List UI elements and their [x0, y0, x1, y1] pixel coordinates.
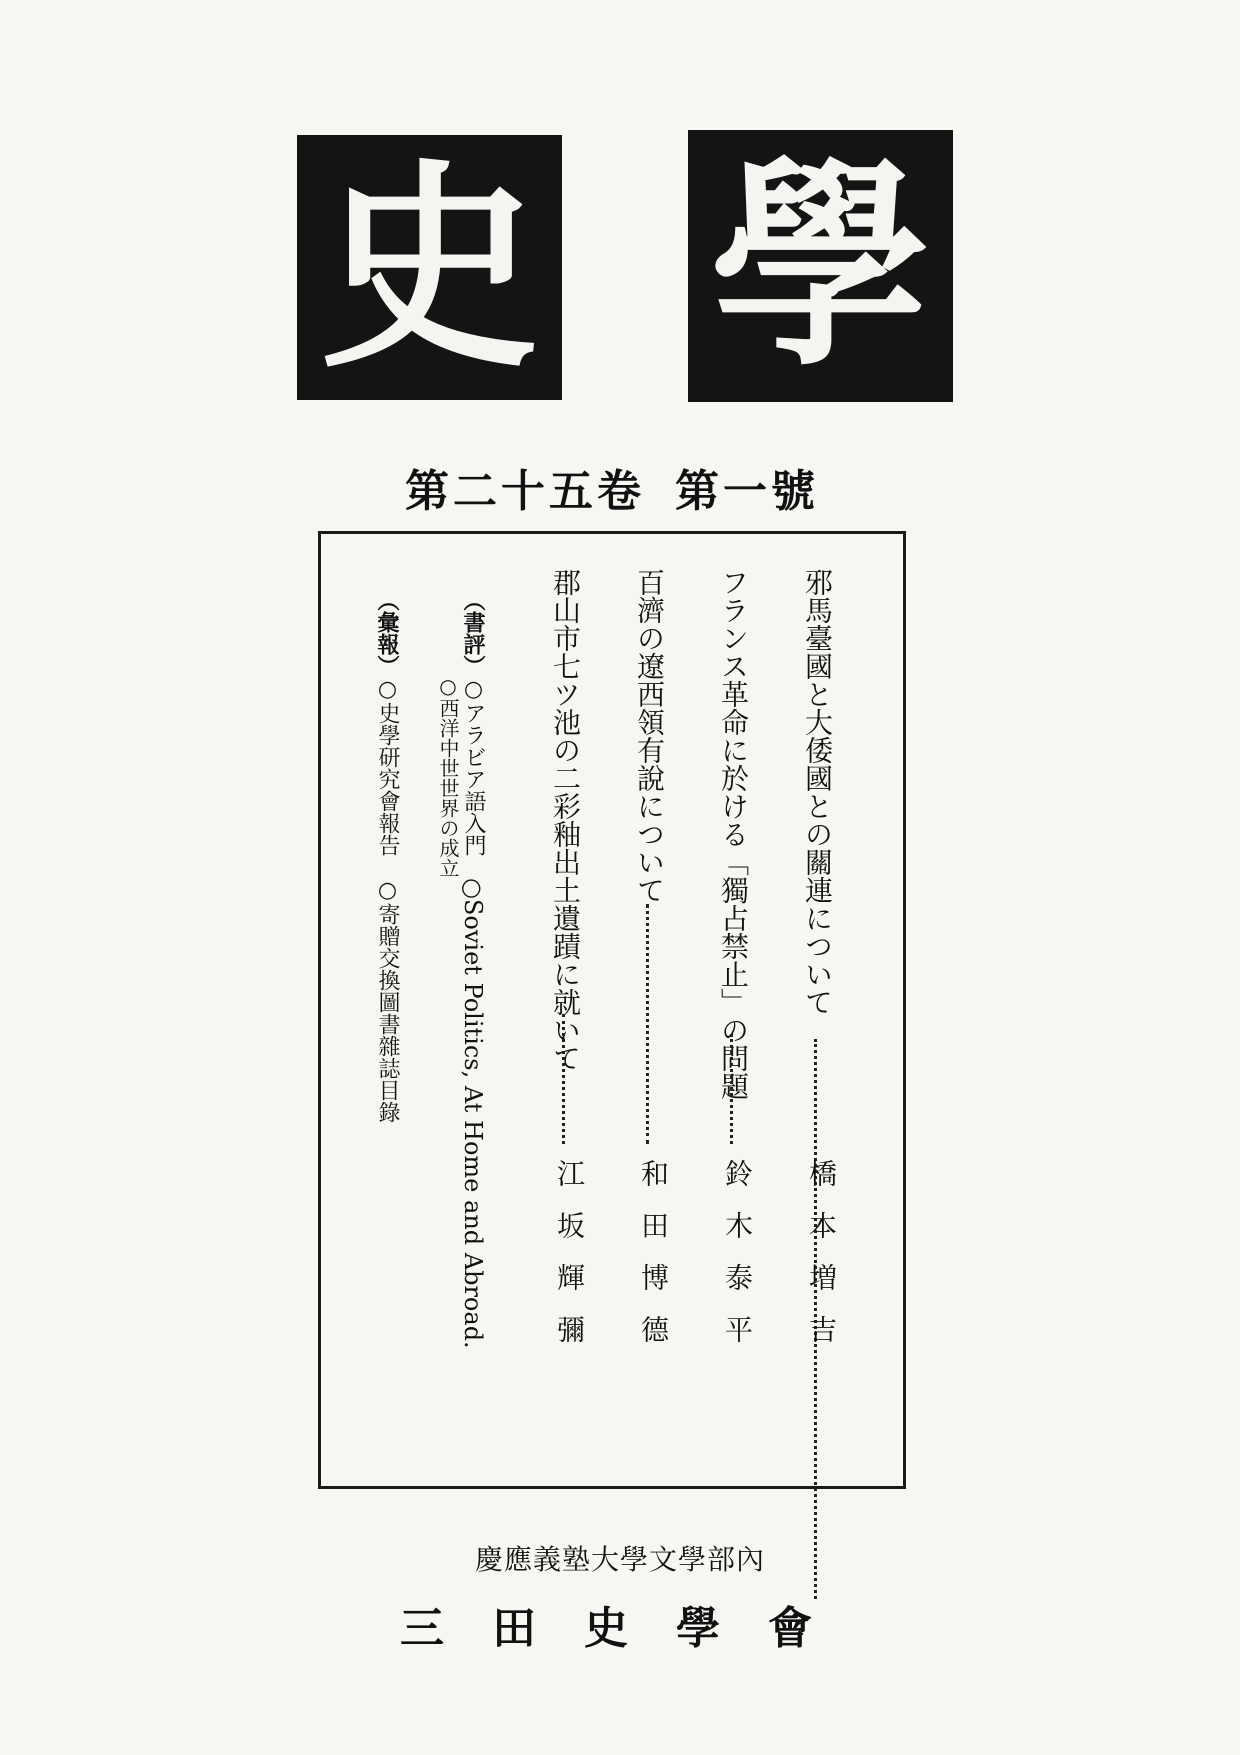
review-item-2: ○Soviet Politics, At Home and Abroad.: [459, 878, 487, 1349]
article-author-3: 和田博德: [637, 1159, 670, 1367]
article-title-4: 郡山市七ツ池の二彩釉出土遺蹟に就いて: [549, 568, 582, 1072]
journal-title-char-2: 學: [688, 130, 953, 402]
article-author-4: 江坂輝彌: [553, 1159, 586, 1367]
review-item-3: ○西洋中世世界の成立: [436, 674, 460, 878]
reviews-label: （書評）: [460, 589, 486, 677]
bulletin-item-2: ○寄贈交換圖書雜誌目錄: [375, 878, 400, 1123]
reviews-line-1: [458, 589, 495, 1349]
volume-issue: [405, 455, 845, 519]
publisher-department: 慶應義塾大學文學部內: [474, 1543, 765, 1576]
review-item-1: ○アラビア語入門: [461, 677, 486, 856]
issue-label: 第一號: [675, 466, 819, 517]
bulletin-line: [372, 589, 403, 1123]
article-title-2: フランス革命に於ける「獨占禁止」の問題: [717, 568, 750, 1100]
leader-dots-4: [562, 1014, 567, 1144]
leader-dots-3: [646, 904, 651, 1144]
volume-label: 第二十五卷: [405, 466, 645, 517]
article-title-3: 百濟の遼西領有說について: [633, 568, 666, 904]
article-title-1: 邪馬臺國と大倭國との關連について: [801, 568, 834, 1016]
bulletin-label: （彙報）: [374, 589, 400, 677]
publisher-name: 三田史學會: [400, 1603, 860, 1654]
bulletin-item-1: ○史學研究會報告: [375, 677, 400, 856]
journal-title-char-1: 史: [297, 135, 562, 400]
article-author-1: 橋本増吉: [805, 1159, 838, 1367]
table-of-contents: [318, 531, 906, 1489]
article-author-2: 鈴木泰平: [721, 1159, 754, 1367]
leader-dots-2: [730, 1034, 735, 1144]
